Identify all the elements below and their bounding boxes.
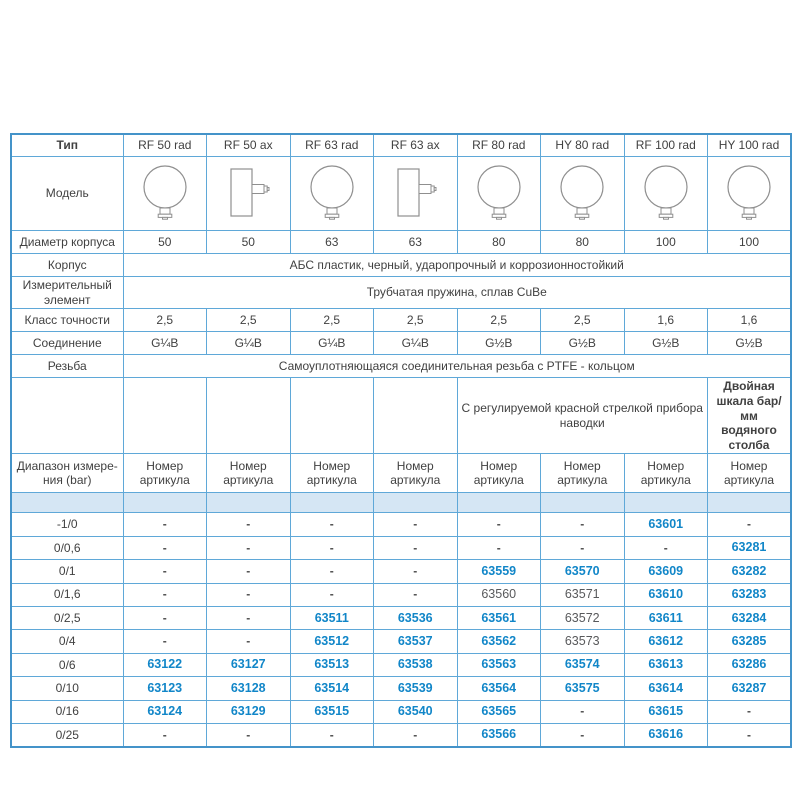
label-line: ния (bar) xyxy=(43,473,92,488)
column-header: HY 100 rad xyxy=(708,134,792,157)
article-cell xyxy=(207,700,291,723)
spec-row xyxy=(11,277,791,309)
article-cell xyxy=(457,560,541,583)
spec-value: 2,5 xyxy=(123,309,207,332)
article-cell xyxy=(207,536,291,559)
article-cell xyxy=(374,630,458,653)
gauge-rad-icon xyxy=(136,163,194,225)
article-number-link[interactable]: 63284 xyxy=(731,610,767,625)
spec-value: АБС пластик, черный, ударопрочный и коррозионностойкий xyxy=(123,254,791,277)
spec-value: 50 xyxy=(123,231,207,254)
range-label: 0/16 xyxy=(11,700,123,723)
separator-row xyxy=(11,493,791,513)
header-line: артикула xyxy=(390,473,441,488)
article-number: 63571 xyxy=(564,587,600,602)
header-line: артикула xyxy=(640,473,691,488)
article-number-link[interactable]: 63285 xyxy=(731,633,767,648)
article-cell xyxy=(207,677,291,700)
range-label: 0/0,6 xyxy=(11,536,123,559)
article-cell xyxy=(374,653,458,676)
table-row xyxy=(11,560,791,583)
spec-value: G½B xyxy=(624,332,708,355)
article-number-link[interactable]: 63511 xyxy=(314,610,349,625)
spec-value: 2,5 xyxy=(374,309,458,332)
empty-dash: - xyxy=(413,727,418,742)
article-cell xyxy=(290,723,374,747)
model-diagram xyxy=(708,157,792,231)
empty-dash: - xyxy=(663,540,668,555)
empty-dash: - xyxy=(747,704,751,719)
article-cell xyxy=(708,630,792,653)
header-line: Номер xyxy=(146,458,184,473)
article-cell xyxy=(541,630,625,653)
header-line: Номер xyxy=(396,458,434,473)
model-diagram xyxy=(207,157,291,231)
gauge-rad-icon xyxy=(720,163,778,225)
article-cell xyxy=(457,513,541,536)
article-cell xyxy=(123,606,207,629)
feature-note-row xyxy=(11,378,791,454)
header-line: Номер xyxy=(313,458,351,473)
range-label: 0/6 xyxy=(11,653,123,676)
column-header: RF 63 rad xyxy=(290,134,374,157)
empty-dash: - xyxy=(246,540,251,555)
article-cell xyxy=(290,513,374,536)
article-cell xyxy=(290,583,374,606)
product-spec-table xyxy=(10,133,792,748)
row-label: Резьба xyxy=(11,355,123,378)
row-label: Модель xyxy=(11,157,123,231)
empty-dash: - xyxy=(162,564,167,579)
article-cell xyxy=(290,560,374,583)
article-header-row xyxy=(11,454,791,493)
empty-dash: - xyxy=(246,564,251,579)
empty-dash: - xyxy=(162,587,167,602)
column-header: RF 63 ax xyxy=(374,134,458,157)
header-line: артикула xyxy=(139,473,190,488)
type-header-cell: Тип xyxy=(11,134,123,157)
article-number-link[interactable]: 63562 xyxy=(481,633,517,648)
gauge-rad-icon xyxy=(303,163,361,225)
spec-value: G¼B xyxy=(374,332,458,355)
article-number-link[interactable]: 63283 xyxy=(731,587,767,602)
spec-value: 2,5 xyxy=(541,309,625,332)
article-number-link[interactable]: 63616 xyxy=(648,727,684,742)
article-cell xyxy=(374,536,458,559)
empty-dash: - xyxy=(329,540,334,555)
empty-dash: - xyxy=(329,564,334,579)
article-number-link[interactable]: 63566 xyxy=(481,727,517,742)
gauge-rad-icon xyxy=(470,163,528,225)
article-cell xyxy=(290,606,374,629)
empty-dash: - xyxy=(580,704,585,719)
spec-value: G¼B xyxy=(290,332,374,355)
spec-value: 1,6 xyxy=(708,309,792,332)
article-cell xyxy=(541,606,625,629)
spec-value: 80 xyxy=(541,231,625,254)
table-row xyxy=(11,583,791,606)
article-cell xyxy=(290,536,374,559)
separator-cell xyxy=(207,493,291,513)
table-row xyxy=(11,677,791,700)
article-number: 63572 xyxy=(564,610,600,625)
spec-value: G¼B xyxy=(123,332,207,355)
article-cell xyxy=(123,513,207,536)
dual-scale-note xyxy=(708,378,792,454)
spec-value: 100 xyxy=(624,231,708,254)
article-number-link[interactable]: 63122 xyxy=(147,657,183,672)
header-line: артикула xyxy=(557,473,608,488)
article-number-link[interactable]: 63124 xyxy=(147,704,183,719)
spec-row xyxy=(11,309,791,332)
model-diagram xyxy=(541,157,625,231)
article-cell xyxy=(207,723,291,747)
article-cell xyxy=(457,723,541,747)
range-label: 0/1,6 xyxy=(11,583,123,606)
header-line: Номер xyxy=(229,458,267,473)
separator-cell xyxy=(457,493,541,513)
article-cell xyxy=(708,700,792,723)
empty-dash: - xyxy=(580,517,585,532)
red-pointer-note: С регулируемой красной стрелкой прибора наводки xyxy=(457,378,708,454)
separator-cell xyxy=(624,493,708,513)
empty-dash: - xyxy=(747,727,751,742)
article-cell xyxy=(708,583,792,606)
table-row xyxy=(11,513,791,536)
model-diagram xyxy=(374,157,458,231)
spec-value: 1,6 xyxy=(624,309,708,332)
article-number-link[interactable]: 63514 xyxy=(314,680,350,695)
article-cell xyxy=(374,513,458,536)
gauge-ax-icon xyxy=(219,163,277,225)
article-cell xyxy=(207,583,291,606)
empty-dash: - xyxy=(246,517,251,532)
article-number-link[interactable]: 63614 xyxy=(648,680,684,695)
article-number-header xyxy=(708,454,792,493)
article-number-link[interactable]: 63559 xyxy=(481,563,517,578)
header-line: Номер xyxy=(480,458,518,473)
article-number-link[interactable]: 63565 xyxy=(481,704,517,719)
separator-cell xyxy=(374,493,458,513)
article-number-link[interactable]: 63612 xyxy=(648,633,684,648)
article-cell xyxy=(624,606,708,629)
article-number-link[interactable]: 63611 xyxy=(648,610,683,625)
range-label: 0/1 xyxy=(11,560,123,583)
article-cell xyxy=(457,583,541,606)
article-cell xyxy=(374,700,458,723)
article-cell xyxy=(457,536,541,559)
empty-dash: - xyxy=(413,587,418,602)
article-number-header xyxy=(541,454,625,493)
table-row xyxy=(11,536,791,559)
empty-dash: - xyxy=(329,727,334,742)
article-number-header xyxy=(457,454,541,493)
spec-row xyxy=(11,355,791,378)
article-number-link[interactable]: 63287 xyxy=(731,680,767,695)
separator-cell xyxy=(290,493,374,513)
spec-row xyxy=(11,231,791,254)
spec-value: 63 xyxy=(290,231,374,254)
model-row xyxy=(11,157,791,231)
article-cell xyxy=(123,536,207,559)
article-cell xyxy=(541,653,625,676)
spec-value: G½B xyxy=(541,332,625,355)
article-cell xyxy=(374,560,458,583)
article-cell xyxy=(624,560,708,583)
note-line: мм водяного столба xyxy=(721,408,777,452)
article-cell xyxy=(207,560,291,583)
article-cell xyxy=(207,653,291,676)
article-cell xyxy=(457,630,541,653)
article-cell xyxy=(624,653,708,676)
article-cell xyxy=(457,700,541,723)
article-number-link[interactable]: 63539 xyxy=(397,680,433,695)
empty-dash: - xyxy=(246,727,251,742)
article-cell xyxy=(290,677,374,700)
header-line: Номер xyxy=(647,458,685,473)
spec-value: 80 xyxy=(457,231,541,254)
table-row xyxy=(11,606,791,629)
article-number-link[interactable]: 63561 xyxy=(481,610,517,625)
article-number-link[interactable]: 63538 xyxy=(397,657,433,672)
table-row xyxy=(11,700,791,723)
spec-value: G½B xyxy=(708,332,792,355)
row-label xyxy=(11,378,123,454)
row-label: Корпус xyxy=(11,254,123,277)
article-number-link[interactable]: 63286 xyxy=(731,657,767,672)
article-cell xyxy=(624,583,708,606)
article-cell xyxy=(541,700,625,723)
article-cell xyxy=(290,700,374,723)
table-row xyxy=(11,630,791,653)
article-cell xyxy=(708,677,792,700)
column-header: RF 80 rad xyxy=(457,134,541,157)
range-column-header xyxy=(11,454,123,493)
empty-dash: - xyxy=(329,587,334,602)
article-cell xyxy=(457,606,541,629)
article-number-link[interactable]: 63281 xyxy=(731,540,767,555)
header-line: артикула xyxy=(723,473,775,488)
empty-dash: - xyxy=(162,517,167,532)
article-number-header xyxy=(290,454,374,493)
article-number-link[interactable]: 63575 xyxy=(564,680,600,695)
article-cell xyxy=(708,536,792,559)
empty-dash: - xyxy=(496,517,501,532)
article-number-link[interactable]: 63601 xyxy=(648,516,684,531)
article-number-link[interactable]: 63570 xyxy=(564,563,600,578)
separator-cell xyxy=(708,493,792,513)
gauge-rad-icon xyxy=(553,163,611,225)
type-row xyxy=(11,134,791,157)
article-number-link[interactable]: 63563 xyxy=(481,657,517,672)
article-number-link[interactable]: 63282 xyxy=(731,563,767,578)
row-label: Диаметр корпуса xyxy=(11,231,123,254)
article-cell xyxy=(123,677,207,700)
article-cell xyxy=(123,700,207,723)
spec-value: 2,5 xyxy=(457,309,541,332)
article-cell xyxy=(541,583,625,606)
empty-dash: - xyxy=(162,610,167,625)
header-line: артикула xyxy=(473,473,524,488)
article-number: 63560 xyxy=(481,587,517,602)
spec-value: 63 xyxy=(374,231,458,254)
article-cell xyxy=(708,560,792,583)
article-number-header xyxy=(207,454,291,493)
range-label: 0/10 xyxy=(11,677,123,700)
article-cell xyxy=(374,723,458,747)
header-line: артикула xyxy=(306,473,357,488)
empty-cell xyxy=(207,378,291,454)
article-cell xyxy=(207,630,291,653)
article-number-link[interactable]: 63540 xyxy=(397,704,433,719)
spec-value: Трубчатая пружина, сплав CuBe xyxy=(123,277,791,309)
article-number-header xyxy=(374,454,458,493)
empty-dash: - xyxy=(413,540,418,555)
empty-dash: - xyxy=(246,634,251,649)
article-number-link[interactable]: 63127 xyxy=(230,657,266,672)
article-cell xyxy=(624,700,708,723)
model-diagram xyxy=(290,157,374,231)
article-number-link[interactable]: 63615 xyxy=(648,704,684,719)
article-cell xyxy=(123,630,207,653)
empty-dash: - xyxy=(580,727,585,742)
article-number: 63573 xyxy=(564,633,600,648)
article-number-link[interactable]: 63609 xyxy=(648,563,684,578)
article-cell xyxy=(541,513,625,536)
separator-cell xyxy=(11,493,123,513)
spec-row xyxy=(11,254,791,277)
article-cell xyxy=(374,583,458,606)
article-number-link[interactable]: 63536 xyxy=(397,610,433,625)
article-cell xyxy=(541,677,625,700)
range-label: -1/0 xyxy=(11,513,123,536)
range-label: 0/25 xyxy=(11,723,123,747)
row-label: Соединение xyxy=(11,332,123,355)
separator-cell xyxy=(541,493,625,513)
empty-dash: - xyxy=(496,540,501,555)
spec-value: G¼B xyxy=(207,332,291,355)
header-line: Номер xyxy=(730,458,768,473)
note-line: Двойная шкала бар/ xyxy=(716,379,782,408)
article-cell xyxy=(708,606,792,629)
empty-dash: - xyxy=(413,517,418,532)
article-cell xyxy=(624,536,708,559)
empty-cell xyxy=(123,378,207,454)
article-number-link[interactable]: 63610 xyxy=(648,587,684,602)
article-cell xyxy=(708,723,792,747)
article-number-link[interactable]: 63515 xyxy=(314,704,350,719)
article-cell xyxy=(541,723,625,747)
article-number-link[interactable]: 63564 xyxy=(481,680,517,695)
empty-dash: - xyxy=(329,517,334,532)
article-cell xyxy=(708,653,792,676)
spec-row xyxy=(11,332,791,355)
article-cell xyxy=(374,677,458,700)
article-cell xyxy=(541,536,625,559)
article-number-link[interactable]: 63123 xyxy=(147,680,183,695)
empty-cell xyxy=(374,378,458,454)
article-number-link[interactable]: 63537 xyxy=(397,633,433,648)
label-line: Диапазон измере- xyxy=(16,458,118,473)
spec-value: Самоуплотняющаяся соединительная резьба с PTFE - кольцом xyxy=(123,355,791,378)
article-cell xyxy=(624,630,708,653)
article-number-link[interactable]: 63129 xyxy=(230,704,266,719)
empty-dash: - xyxy=(162,727,167,742)
article-cell xyxy=(290,630,374,653)
column-header: RF 50 rad xyxy=(123,134,207,157)
empty-dash: - xyxy=(246,587,251,602)
article-cell xyxy=(123,560,207,583)
empty-dash: - xyxy=(747,517,751,532)
article-number-link[interactable]: 63512 xyxy=(314,633,350,648)
article-cell xyxy=(624,677,708,700)
article-number-link[interactable]: 63128 xyxy=(230,680,266,695)
spec-value: 2,5 xyxy=(290,309,374,332)
article-number-header xyxy=(123,454,207,493)
article-number-header xyxy=(624,454,708,493)
column-header: HY 80 rad xyxy=(541,134,625,157)
article-cell xyxy=(374,606,458,629)
range-label: 0/4 xyxy=(11,630,123,653)
gauge-rad-icon xyxy=(637,163,695,225)
row-label: Класс точности xyxy=(11,309,123,332)
article-cell xyxy=(123,723,207,747)
table-row xyxy=(11,653,791,676)
separator-cell xyxy=(123,493,207,513)
model-diagram xyxy=(624,157,708,231)
article-cell xyxy=(123,583,207,606)
article-cell xyxy=(207,513,291,536)
article-cell xyxy=(624,723,708,747)
empty-cell xyxy=(290,378,374,454)
article-cell xyxy=(541,560,625,583)
header-line: артикула xyxy=(223,473,274,488)
empty-dash: - xyxy=(162,634,167,649)
spec-value: 2,5 xyxy=(207,309,291,332)
article-cell xyxy=(290,653,374,676)
model-diagram xyxy=(123,157,207,231)
column-header: RF 50 ax xyxy=(207,134,291,157)
article-cell xyxy=(123,653,207,676)
article-cell xyxy=(708,513,792,536)
article-cell xyxy=(624,513,708,536)
empty-dash: - xyxy=(580,540,585,555)
article-number-link[interactable]: 63574 xyxy=(564,657,600,672)
article-cell xyxy=(457,653,541,676)
article-number-link[interactable]: 63613 xyxy=(648,657,684,672)
table-row xyxy=(11,723,791,747)
range-label: 0/2,5 xyxy=(11,606,123,629)
column-header: RF 100 rad xyxy=(624,134,708,157)
spec-value: 100 xyxy=(708,231,792,254)
gauge-ax-icon xyxy=(386,163,444,225)
article-cell xyxy=(457,677,541,700)
header-line: Номер xyxy=(563,458,601,473)
model-diagram xyxy=(457,157,541,231)
row-label: Измерительный элемент xyxy=(11,277,123,309)
empty-dash: - xyxy=(162,540,167,555)
article-cell xyxy=(207,606,291,629)
spec-value: G½B xyxy=(457,332,541,355)
spec-value: 50 xyxy=(207,231,291,254)
empty-dash: - xyxy=(413,564,418,579)
empty-dash: - xyxy=(246,610,251,625)
article-number-link[interactable]: 63513 xyxy=(314,657,350,672)
